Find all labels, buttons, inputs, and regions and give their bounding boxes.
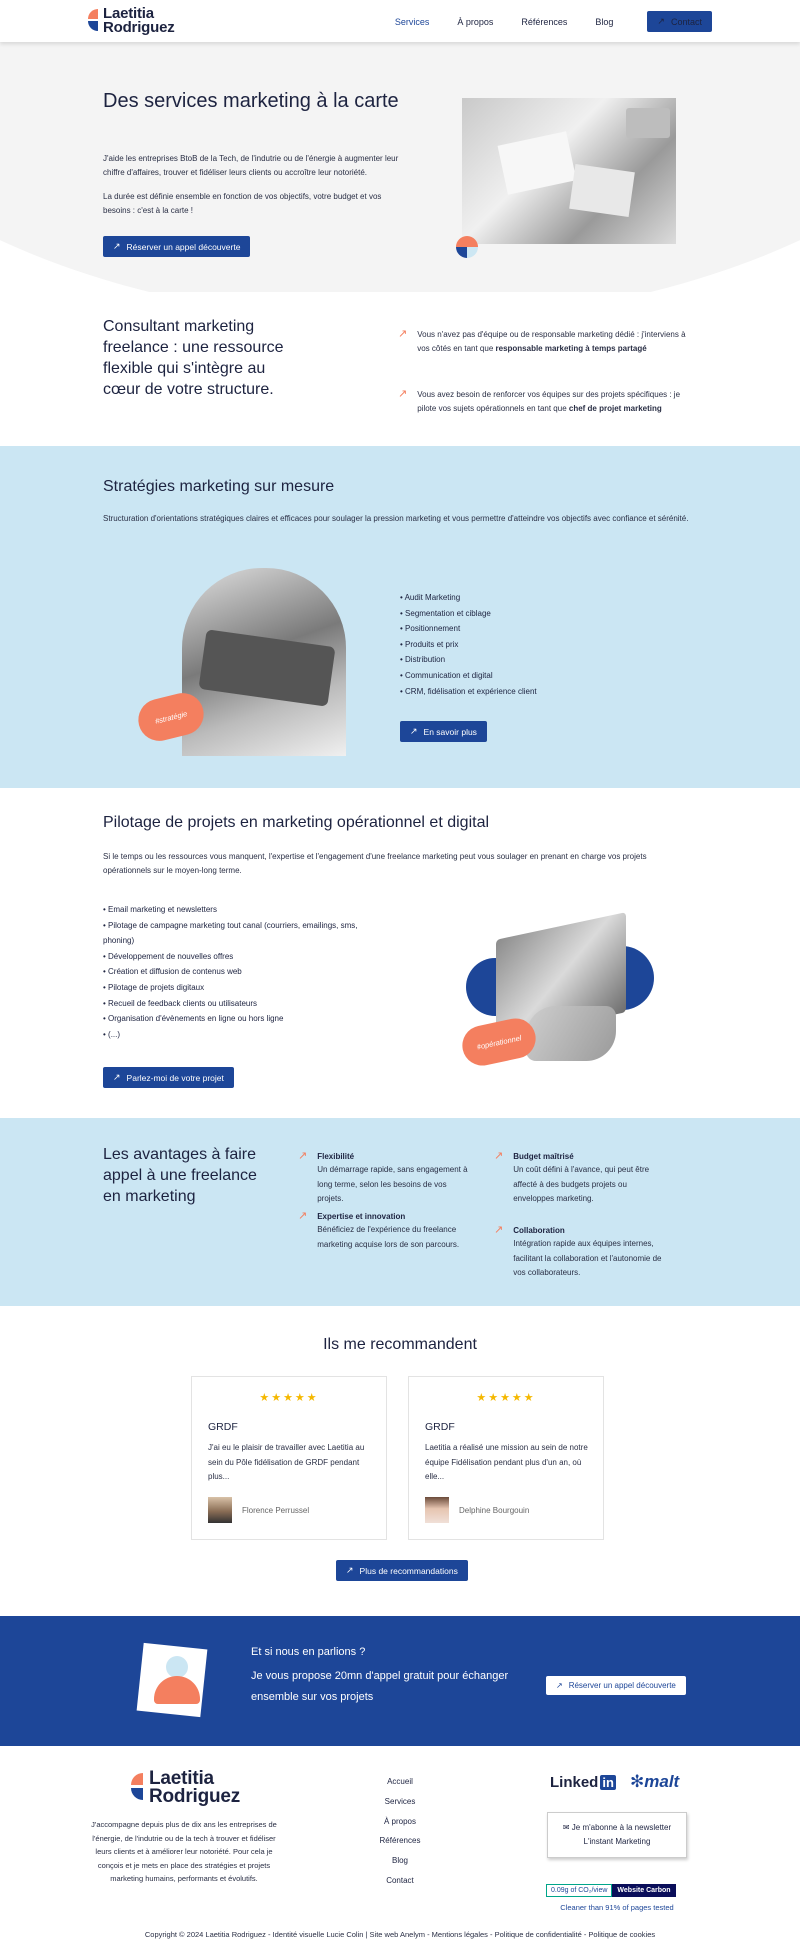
advantages-section	[0, 1118, 800, 1306]
website-carbon-badge[interactable]: 0.09g of CO₂/view Website Carbon	[546, 1884, 676, 1897]
site-footer	[0, 1746, 800, 1955]
recommendations-section	[0, 1306, 800, 1616]
linkedin-icon[interactable]: Linked in	[550, 1774, 614, 1791]
strategies-intro: Structuration d'orientations stratégiques claires et efficaces pour soulager la pression marketing et vous permettre d'atteindre vos objectifs avec confiance et sérénité.	[103, 514, 689, 523]
malt-icon[interactable]: ✻malt	[630, 1772, 680, 1791]
hero-paragraph-2: La durée est définie ensemble en fonction de vos objectifs, votre budget et vos besoins : c'est à la carte !	[103, 192, 382, 215]
list-item: • Communication et digital	[400, 668, 537, 684]
consultant-section	[0, 292, 800, 446]
footer-link-contact[interactable]: Contact	[386, 1875, 414, 1885]
arrow-up-right-icon: ↗	[113, 241, 121, 251]
nav-services[interactable]: Services	[394, 16, 430, 27]
operational-tag: #opérationnel	[459, 1015, 540, 1070]
consultant-item-1: ↗ Vous n'avez pas d'équipe ou de responsable marketing dédié : j'interviens à vos côtés en tant que responsable marketing à temps partagé	[398, 328, 688, 356]
footer-logo[interactable]: Laetitia Rodriguez	[131, 1770, 240, 1806]
contact-button[interactable]: ↗ Contact	[647, 11, 712, 32]
project-contact-button[interactable]: ↗ Parlez-moi de votre projet	[103, 1067, 234, 1088]
arrow-up-right-icon: ↗	[298, 1150, 308, 1162]
list-item: • Recueil de feedback clients ou utilisateurs	[103, 996, 383, 1012]
list-item: • Segmentation et ciblage	[400, 606, 537, 622]
hero-title: Des services marketing à la carte	[103, 90, 399, 112]
list-item: • Pilotage de campagne marketing tout canal (courriers, emailings, sms, phoning)	[103, 918, 383, 949]
brand-badge-icon	[456, 236, 478, 258]
hero-image-meeting	[462, 98, 676, 244]
contact-cta-section	[0, 1616, 800, 1746]
avatar	[208, 1497, 232, 1523]
hero-book-call-button[interactable]: ↗ Réserver un appel découverte	[103, 236, 250, 257]
recommendations-title: Ils me recommandent	[323, 1336, 477, 1353]
arrow-up-right-icon: ↗	[657, 16, 665, 26]
arrow-up-right-icon: ↗	[346, 1565, 354, 1575]
logo-mark-icon	[88, 9, 99, 33]
main-nav	[367, 11, 712, 32]
footer-nav	[370, 1772, 430, 1891]
advantage-expertise: ↗ Expertise et innovation Bénéficiez de l'expérience du freelance marketing acquise lors de son parcours.	[298, 1210, 473, 1252]
consultant-title: Consultant marketing freelance : une ressource flexible qui s'intègre au cœur de votre structure.	[103, 318, 284, 398]
author-name: Florence Perrussel	[242, 1505, 310, 1515]
person-illustration-icon	[140, 1646, 210, 1716]
list-item: • Pilotage de projets digitaux	[103, 980, 383, 996]
arrow-up-right-icon: ↗	[113, 1072, 121, 1082]
hero-section	[0, 42, 800, 292]
list-item: • Développement de nouvelles offres	[103, 949, 383, 965]
strategies-section	[0, 446, 800, 788]
recommendation-card[interactable]	[191, 1376, 387, 1540]
hero-paragraph-1: J'aide les entreprises BtoB de la Tech, de l'indutrie ou de l'énergie à augmenter leur chiffre d'affaires, trouver et fidéliser leurs clients ou accroître leur notoriété.	[103, 154, 399, 177]
cta-text: Je vous propose 20mn d'appel gratuit pour échanger ensemble sur vos projets	[251, 1670, 509, 1703]
list-item: • (...)	[103, 1027, 383, 1043]
card-quote: J'ai eu le plaisir de travailler avec Laetitia au sein du Pôle fidélisation de GRDF pendant plus...	[208, 1443, 365, 1481]
consultant-item-2: ↗ Vous avez besoin de renforcer vos équipes sur des projets spécifiques : je pilote vos sujets opérationnels en tant que chef de projet marketing	[398, 388, 688, 416]
nav-blog[interactable]: Blog	[595, 16, 614, 27]
advantage-flexibility: ↗ Flexibilité Un démarrage rapide, sans engagement à long terme, selon les besoins de vos projets.	[298, 1150, 473, 1207]
cta-book-call-button[interactable]: ↗ Réserver un appel découverte	[546, 1676, 686, 1695]
card-author	[208, 1497, 309, 1523]
advantages-title: Les avantages à faire appel à une freelance en marketing	[103, 1146, 257, 1205]
card-company: GRDF	[425, 1421, 455, 1433]
nav-references[interactable]: Références	[521, 16, 568, 27]
card-company: GRDF	[208, 1421, 238, 1433]
card-quote: Laetitia a réalisé une mission au sein de notre équipe Fidélisation pendant plus d'un an, où elle...	[425, 1443, 588, 1481]
footer-link-a-propos[interactable]: À propos	[383, 1816, 417, 1826]
list-item: • Création et diffusion de contenus web	[103, 964, 383, 980]
arrow-up-right-icon: ↗	[494, 1224, 504, 1236]
list-item: • CRM, fidélisation et expérience client	[400, 684, 537, 700]
arrow-up-right-icon: ↗	[398, 388, 408, 400]
logo[interactable]	[88, 7, 175, 35]
mail-icon: ✉	[562, 1823, 572, 1832]
pilotage-section	[0, 788, 800, 1118]
star-rating-icon: ★★★★★	[476, 1392, 536, 1404]
footer-link-services[interactable]: Services	[384, 1796, 416, 1806]
pilotage-list	[103, 902, 383, 1042]
arrow-up-right-icon: ↗	[298, 1210, 308, 1222]
footer-link-accueil[interactable]: Accueil	[387, 1777, 413, 1786]
strategies-list	[400, 590, 537, 699]
learn-more-button[interactable]: ↗ En savoir plus	[400, 721, 487, 742]
advantage-budget: ↗ Budget maîtrisé Un coût défini à l'avance, qui peut être affecté à des budgets projets ou enveloppes marketing.	[494, 1150, 669, 1207]
arrow-up-right-icon: ↗	[398, 328, 408, 340]
strategies-image-team	[182, 568, 346, 756]
footer-link-blog[interactable]: Blog	[391, 1856, 408, 1866]
strategies-title: Stratégies marketing sur mesure	[103, 478, 335, 495]
advantage-collaboration: ↗ Collaboration Intégration rapide aux équipes internes, facilitant la collaboration et l'autonomie de vos collaborateurs.	[494, 1224, 669, 1281]
footer-link-references[interactable]: Références	[379, 1836, 421, 1846]
arrow-up-right-icon: ↗	[410, 726, 418, 736]
pilotage-title: Pilotage de projets en marketing opérationnel et digital	[103, 814, 490, 831]
author-name: Delphine Bourgouin	[459, 1505, 530, 1515]
footer-description: J'accompagne depuis plus de dix ans les entreprises de l'énergie, de l'indutrie ou de la tech à trouver et fidéliser leurs clients et à améliorer leur notoriété. Pour cela je conçois et je mets en place des stratégies et projets marketing humains, performants et évolutifs.	[91, 1820, 277, 1883]
arrow-up-right-icon: ↗	[556, 1681, 563, 1690]
list-item: • Email marketing et newsletters	[103, 902, 383, 918]
site-header	[0, 0, 800, 42]
avatar	[425, 1497, 449, 1523]
more-recommendations-button[interactable]: ↗ Plus de recommandations	[336, 1560, 468, 1581]
list-item: • Positionnement	[400, 621, 537, 637]
arrow-up-right-icon: ↗	[494, 1150, 504, 1162]
nav-a-propos[interactable]: À propos	[457, 16, 494, 27]
recommendation-card[interactable]	[408, 1376, 604, 1540]
star-rating-icon: ★★★★★	[259, 1392, 319, 1404]
cta-title: Et si nous en parlions ?	[251, 1646, 366, 1658]
pilotage-intro: Si le temps ou les ressources vous manquent, l'expertise et l'engagement d'une freelance marketing peut vous soulager en prenant en charge vos projets opérationnels sur le moyen-long terme.	[103, 852, 647, 875]
logo-text: Laetitia Rodriguez	[103, 5, 175, 36]
newsletter-button[interactable]: ✉ Je m'abonne à la newsletter L'instant Marketing	[547, 1812, 687, 1858]
list-item: • Organisation d'évènements en ligne ou hors ligne	[103, 1011, 383, 1027]
list-item: • Distribution	[400, 652, 537, 668]
copyright: Copyright © 2024 Laetitia Rodriguez - Identité visuelle Lucie Colin | Site web Anelym - Mentions légales - Politique de confidentialité - Politique de cookies	[144, 1930, 656, 1939]
card-author	[425, 1497, 529, 1523]
logo-mark-icon	[131, 1773, 144, 1803]
strategy-tag: #stratégie	[134, 689, 208, 746]
list-item: • Audit Marketing	[400, 590, 537, 606]
list-item: • Produits et prix	[400, 637, 537, 653]
carbon-cleaner-text: Cleaner than 91% of pages tested	[560, 1903, 674, 1912]
